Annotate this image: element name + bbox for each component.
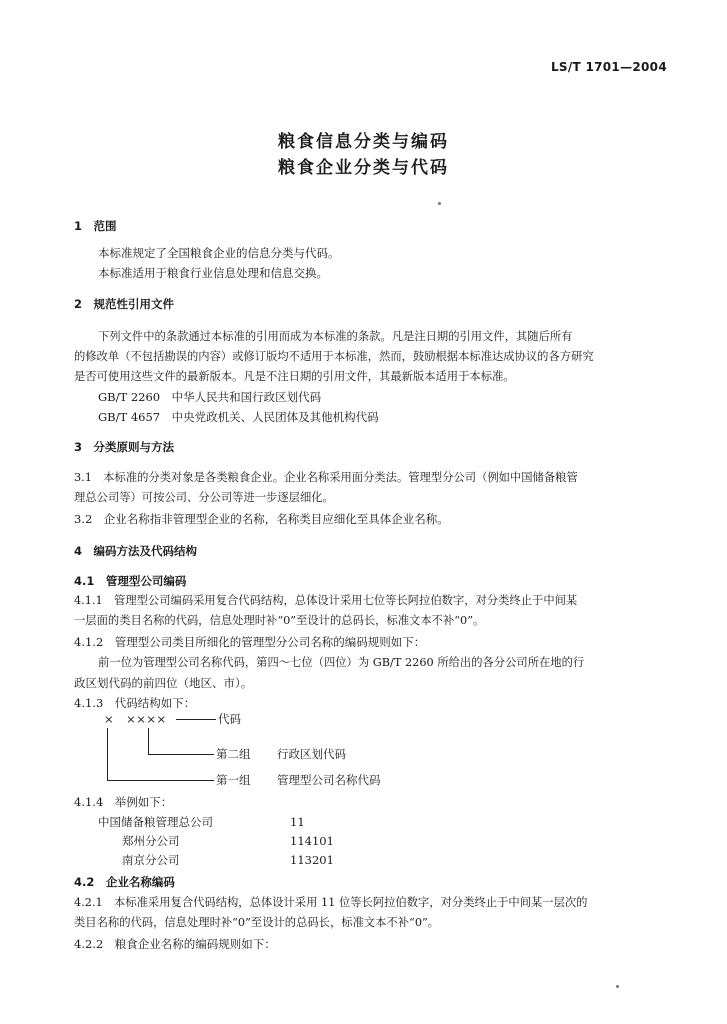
group-2-bracket-vertical bbox=[148, 728, 149, 754]
clause-3-1-line-1: 3.1 本标准的分类对象是各类粮食企业。企业名称采用面分类法。管理型分公司（例如中国储备粮管 bbox=[74, 471, 578, 484]
example-code: 11 bbox=[290, 815, 305, 829]
code-label: 代码 bbox=[218, 712, 241, 726]
example-code: 113201 bbox=[290, 853, 334, 867]
section-2-para-line-2: 的修改单（不包括勘误的内容）或修订版均不适用于本标准，然而，鼓励根据本标准达成协议的各方研究 bbox=[74, 350, 594, 363]
section-2-heading: 2 规范性引用文件 bbox=[74, 297, 175, 311]
title-line-2: 粮食企业分类与代码 bbox=[278, 158, 449, 178]
reference-gbt-2260: GB/T 2260 中华人民共和国行政区划代码 bbox=[98, 390, 322, 404]
clause-3-1-line-2: 理总公司等）可按公司、分公司等进一步逐层细化。 bbox=[74, 491, 334, 504]
scan-speck bbox=[438, 202, 441, 205]
clause-4-2-heading: 4.2 企业名称编码 bbox=[74, 875, 175, 889]
title-line-1: 粮食信息分类与编码 bbox=[278, 132, 449, 152]
code-pattern: × ×××× bbox=[104, 712, 167, 726]
clause-4-1-3: 4.1.3 代码结构如下： bbox=[74, 696, 196, 710]
example-code: 114101 bbox=[290, 834, 334, 848]
group-1-label: 第一组 bbox=[216, 773, 251, 787]
section-4-heading: 4 编码方法及代码结构 bbox=[74, 544, 198, 558]
reference-gbt-4657: GB/T 4657 中央党政机关、人民团体及其他机构代码 bbox=[98, 410, 379, 424]
group-2-description: 行政区划代码 bbox=[277, 747, 346, 761]
clause-3-2: 3.2 企业名称指非管理型企业的名称，名称类目应细化至具体企业名称。 bbox=[74, 512, 449, 526]
section-1-heading: 1 范围 bbox=[74, 219, 117, 233]
clause-4-1-1-line-1: 4.1.1 管理型公司编码采用复合代码结构，总体设计采用七位等长阿拉伯数字，对分类终止于中间某 bbox=[74, 594, 578, 607]
example-name: 郑州分公司 bbox=[122, 834, 180, 848]
example-name: 中国储备粮管理总公司 bbox=[98, 815, 213, 829]
clause-4-2-1-line-2: 类目名称的代码，信息处理时补“0”至设计的总码长，标准文本不补“0”。 bbox=[74, 916, 440, 929]
clause-4-2-2: 4.2.2 粮食企业名称的编码规则如下： bbox=[74, 937, 276, 951]
group-1-description: 管理型公司名称代码 bbox=[277, 773, 381, 787]
clause-4-1-2: 4.1.2 管理型公司类目所细化的管理型分公司名称的编码规则如下： bbox=[74, 635, 426, 649]
clause-4-1-2-para-line-1: 前一位为管理型公司名称代码，第四～七位（四位）为 GB/T 2260 所给出的各分公司所在地的行 bbox=[98, 656, 585, 669]
clause-4-1-heading: 4.1 管理型公司编码 bbox=[74, 574, 187, 588]
section-1-para-1: 本标准规定了全国粮食企业的信息分类与代码。 bbox=[98, 246, 340, 260]
section-3-heading: 3 分类原则与方法 bbox=[74, 440, 175, 454]
clause-4-2-1-line-1: 4.2.1 本标准采用复合代码结构，总体设计采用 11 位等长阿拉伯数字，对分类终止于中间某一层次的 bbox=[74, 896, 588, 909]
example-name: 南京分公司 bbox=[122, 853, 180, 867]
clause-4-1-1-line-2: 一层面的类目名称的代码，信息处理时补“0”至设计的总码长，标准文本不补“0”。 bbox=[74, 614, 485, 627]
code-leader-line bbox=[176, 719, 216, 720]
standard-code: LS/T 1701—2004 bbox=[550, 60, 667, 74]
scan-speck bbox=[616, 985, 619, 988]
group-2-leader-line bbox=[148, 754, 214, 755]
section-2-para-line-3: 是否可使用这些文件的最新版本。凡是不注日期的引用文件，其最新版本适用于本标准。 bbox=[74, 370, 515, 383]
section-1-para-2: 本标准适用于粮食行业信息处理和信息交换。 bbox=[98, 266, 328, 280]
clause-4-1-2-para-line-2: 政区划代码的前四位（地区、市）。 bbox=[74, 676, 253, 690]
section-2-para-line-1: 下列文件中的条款通过本标准的引用而成为本标准的条款。凡是注日期的引用文件，其随后所有 bbox=[98, 330, 573, 343]
group-2-label: 第二组 bbox=[216, 747, 251, 761]
group-1-leader-line bbox=[107, 780, 214, 781]
clause-4-1-4: 4.1.4 举例如下： bbox=[74, 795, 173, 809]
group-1-bracket-vertical bbox=[107, 728, 108, 780]
